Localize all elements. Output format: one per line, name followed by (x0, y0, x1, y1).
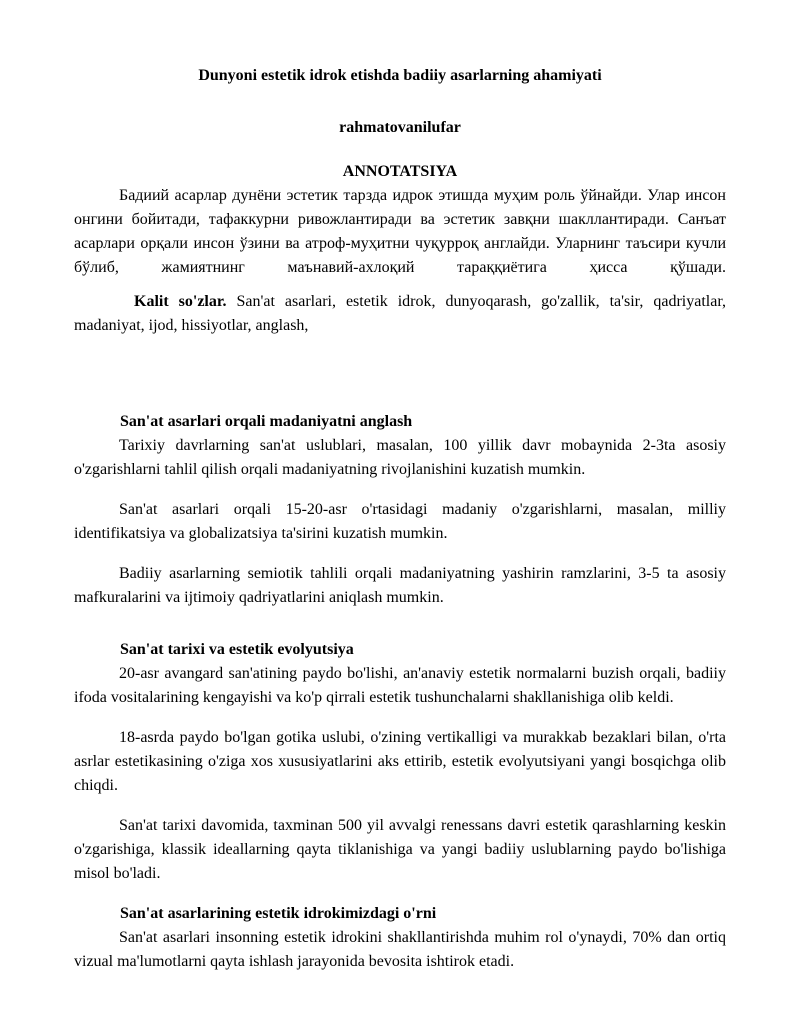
keywords-label: Kalit so'zlar. (134, 293, 227, 310)
keywords-paragraph (74, 290, 726, 338)
annotation-text: Бадиий асарлар дунёни эстетик тарзда идрок этишда муҳим роль ўйнайди. Улар инсон онгини бойитади, тафаккурни ривожлантиради ва эстетик завқни шакллантиради. Санъат асарлари орқали инсон ўзини ва атроф-муҳитни чуқурроқ англайди. Уларнинг таъсири кучли бўлиб, жамиятнинг маънавий-ахлоқий тараққиётига ҳисса қўшади. (74, 187, 726, 276)
annotation-heading: ANNOTATSIYA (342, 163, 458, 180)
section-paragraph: 18-asrda paydo bo'lgan gotika uslubi, o'zining vertikalligi va murakkab bezaklari bilan, o'rta asrlar estetikasining o'ziga xos xususiyatlarini aks ettirib, estetik evolyutsiyani yangi bosqichga olib chiqdi. (74, 729, 726, 794)
section-paragraph: 20-asr avangard san'atining paydo bo'lishi, an'anaviy estetik normalarni buzish orqali, badiiy ifoda vositalarining kengayishi va ko'p qirrali estetik tushunchalarni shakllanishiga olib keldi. (74, 665, 726, 706)
section-paragraph: San'at tarixi davomida, taxminan 500 yil avvalgi renessans davri estetik qarashlarning keskin o'zgarishiga, klassik ideallarning qayta tiklanishiga va yangi badiiy uslublarning paydo bo'lishiga misol bo'ladi. (74, 817, 726, 882)
section-heading: San'at asarlari orqali madaniyatni anglash (120, 413, 413, 430)
keywords-text: San'at asarlari, estetik idrok, dunyoqarash, go'zallik, ta'sir, qadriyatlar, madaniyat, ijod, hissiyotlar, anglash, (74, 293, 727, 334)
section-paragraph: San'at asarlari insonning estetik idrokini shakllantirishda muhim rol o'ynaydi, 70% dan ortiq vizual ma'lumotlarni qayta ishlash jarayonida bevosita ishtirok etadi. (74, 929, 726, 970)
section-heading: San'at tarixi va estetik evolyutsiya (120, 641, 354, 658)
author-name: rahmatovanilufar (339, 119, 461, 136)
section-paragraph: Badiiy asarlarning semiotik tahlili orqali madaniyatning yashirin ramzlarini, 3-5 ta asosiy mafkuralarini va ijtimoiy qadriyatlarini aniqlash mumkin. (74, 565, 726, 606)
section-paragraph: San'at asarlari orqali 15-20-asr o'rtasidagi madaniy o'zgarishlarni, masalan, milliy identifikatsiya va globalizatsiya ta'sirini kuzatish mumkin. (74, 501, 726, 542)
section-paragraph: Tarixiy davrlarning san'at uslublari, masalan, 100 yillik davr mobaynida 2-3ta asosiy o'zgarishlarni tahlil qilish orqali madaniyatning rivojlanishini kuzatish mumkin. (74, 437, 726, 478)
section-heading: San'at asarlarining estetik idrokimizdagi o'rni (120, 905, 437, 922)
document-title: Dunyoni estetik idrok etishda badiiy asarlarning ahamiyati (198, 67, 602, 84)
